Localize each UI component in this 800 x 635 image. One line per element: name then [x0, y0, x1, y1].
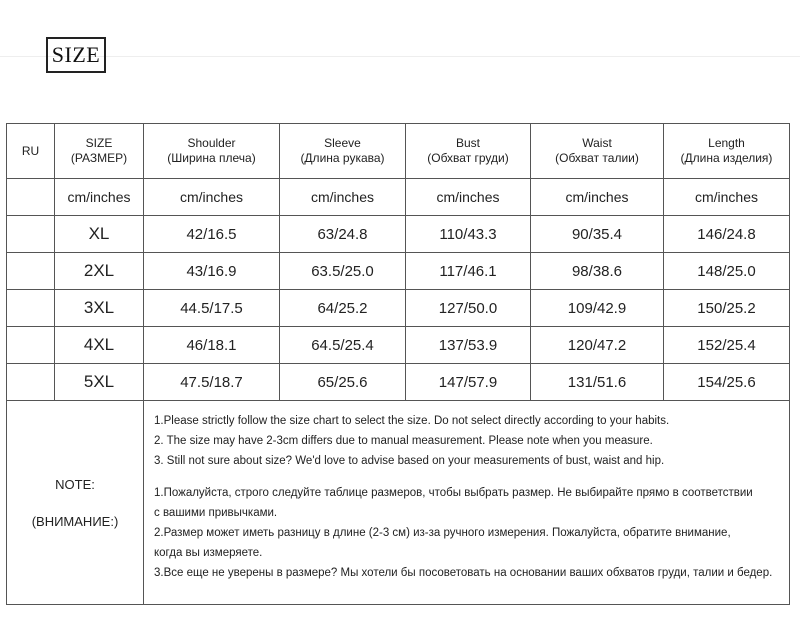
note-row [7, 401, 790, 605]
size-chart-table [6, 123, 790, 605]
table-row [7, 253, 790, 290]
header-bust: Bust (Обхват груди) [406, 124, 531, 179]
table-cell: 154/25.6 [664, 364, 790, 401]
table-cell: 64/25.2 [280, 290, 406, 327]
table-cell: 44.5/17.5 [144, 290, 280, 327]
header-ru: RU [7, 124, 55, 179]
table-cell: 63/24.8 [280, 216, 406, 253]
header-shoulder: Shoulder (Ширина плеча) [144, 124, 280, 179]
table-cell: 131/51.6 [531, 364, 664, 401]
note-ru-line: когда вы измеряете. [154, 547, 263, 559]
table-row [7, 364, 790, 401]
table-cell: 110/43.3 [406, 216, 531, 253]
note-text [144, 401, 790, 605]
size-cell: XL [55, 216, 144, 253]
note-ru-line: 3.Все еще не уверены в размере? Мы хотели бы посоветовать на основании ваших обхватов груди, талии и бедер. [154, 567, 773, 579]
table-cell [7, 253, 55, 290]
table-cell: 150/25.2 [664, 290, 790, 327]
unit-cell: cm/inches [55, 179, 144, 216]
table-row [7, 216, 790, 253]
header-sleeve: Sleeve (Длина рукава) [280, 124, 406, 179]
note-en-line: 2. The size may have 2-3cm differs due to manual measurement. Please note when you measure. [154, 435, 653, 447]
table-cell: 137/53.9 [406, 327, 531, 364]
table-cell: 148/25.0 [664, 253, 790, 290]
unit-cell: cm/inches [280, 179, 406, 216]
table-cell: 146/24.8 [664, 216, 790, 253]
table-row [7, 290, 790, 327]
table-cell: 63.5/25.0 [280, 253, 406, 290]
header-waist: Waist (Обхват талии) [531, 124, 664, 179]
note-en-line: 3. Still not sure about size? We'd love to advise based on your measurements of bust, waist and hip. [154, 455, 665, 467]
size-cell: 2XL [55, 253, 144, 290]
table-cell: 109/42.9 [531, 290, 664, 327]
table-cell: 98/38.6 [531, 253, 664, 290]
table-cell [7, 327, 55, 364]
table-cell: 46/18.1 [144, 327, 280, 364]
unit-cell [7, 179, 55, 216]
table-row [7, 327, 790, 364]
table-cell: 90/35.4 [531, 216, 664, 253]
note-ru-line: с вашими привычками. [154, 507, 278, 519]
size-title: SIZE [46, 37, 106, 73]
table-cell: 43/16.9 [144, 253, 280, 290]
header-row [7, 124, 790, 179]
unit-cell: cm/inches [531, 179, 664, 216]
note-en-line: 1.Please strictly follow the size chart to select the size. Do not select directly according to your habits. [154, 415, 670, 427]
table-cell: 152/25.4 [664, 327, 790, 364]
size-cell: 5XL [55, 364, 144, 401]
note-label [7, 401, 144, 605]
note-label-en: NOTE: [55, 476, 95, 492]
unit-cell: cm/inches [664, 179, 790, 216]
header-length: Length (Длина изделия) [664, 124, 790, 179]
divider-line [0, 56, 800, 57]
unit-cell: cm/inches [144, 179, 280, 216]
table-cell [7, 216, 55, 253]
table-cell: 127/50.0 [406, 290, 531, 327]
unit-cell: cm/inches [406, 179, 531, 216]
header-size: SIZE (РАЗМЕР) [55, 124, 144, 179]
note-label-ru: (ВНИМАНИЕ:) [31, 513, 119, 529]
table-cell: 42/16.5 [144, 216, 280, 253]
table-cell: 64.5/25.4 [280, 327, 406, 364]
table-cell: 117/46.1 [406, 253, 531, 290]
table-cell: 65/25.6 [280, 364, 406, 401]
table-cell: 47.5/18.7 [144, 364, 280, 401]
note-ru-line: 2.Размер может иметь разницу в длине (2-3 см) из-за ручного измерения. Пожалуйста, обратите внимание, [154, 527, 731, 539]
table-cell [7, 290, 55, 327]
size-cell: 3XL [55, 290, 144, 327]
table-cell: 147/57.9 [406, 364, 531, 401]
table-cell: 120/47.2 [531, 327, 664, 364]
note-ru-line: 1.Пожалуйста, строго следуйте таблице размеров, чтобы выбрать размер. Не выбирайте прямо в соответствии [154, 487, 753, 499]
size-cell: 4XL [55, 327, 144, 364]
units-row [7, 179, 790, 216]
table-cell [7, 364, 55, 401]
